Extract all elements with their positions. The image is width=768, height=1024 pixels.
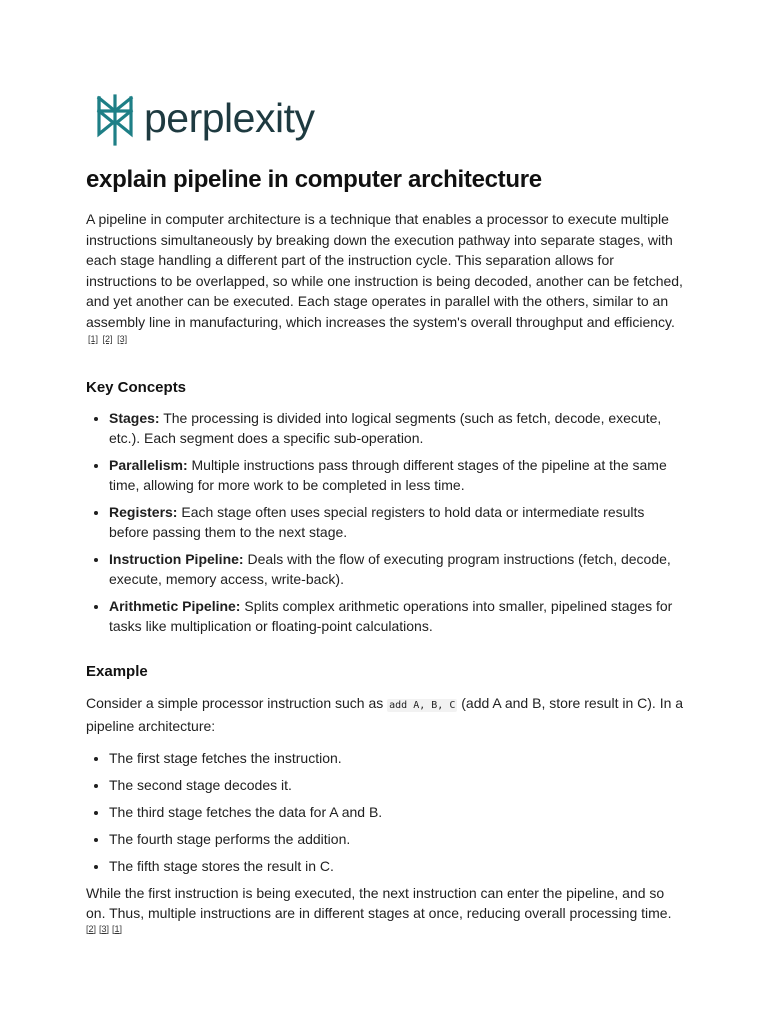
citation-link[interactable]: [2]	[86, 923, 97, 934]
concept-text: Splits complex arithmetic operations into smaller, pipelined stages for tasks like multiplication or floating-point calculations.	[109, 597, 673, 634]
concept-term: Stages:	[109, 409, 160, 426]
answer-page	[86, 92, 686, 934]
example-steps-list	[86, 748, 686, 877]
concept-term: Registers:	[109, 503, 178, 520]
list-item: • The first stage fetches the instruction.	[109, 748, 686, 769]
citation-link[interactable]: [2]	[102, 334, 113, 344]
concept-term: Parallelism:	[109, 456, 188, 473]
key-concepts-list	[86, 408, 686, 637]
page-title: explain pipeline in computer architecture	[86, 166, 542, 193]
list-item: • The fifth stage stores the result in C.	[109, 856, 686, 877]
citation-link[interactable]: [3]	[99, 923, 110, 934]
intro-text: A pipeline in computer architecture is a technique that enables a processor to execute multiple instructions simultaneously by breaking down the execution pathway into separate stages, with each stage handling a different part of the instruction cycle. This separation allows for instructions to be overlapped, so while one instruction is being decoded, another can be fetched, and yet another can be executed. Each stage operates in parallel with the others, similar to an assembly line in manufacturing, which increases the system's overall throughput and efficiency.	[86, 211, 683, 330]
example-intro	[86, 693, 686, 737]
example-intro-before: Consider a simple processor instruction such as	[86, 694, 388, 711]
citation-link[interactable]: [1]	[88, 334, 99, 344]
example-conclusion	[86, 883, 686, 934]
list-item: • The second stage decodes it.	[109, 775, 686, 796]
citation-link[interactable]: [1]	[112, 923, 123, 934]
intro-paragraph	[86, 209, 686, 353]
citation-link[interactable]: [3]	[117, 334, 128, 344]
concept-term: Arithmetic Pipeline:	[109, 597, 241, 614]
list-item	[109, 408, 686, 449]
concept-text: The processing is divided into logical segments (such as fetch, decode, execute, etc.). Each segment does a specific sub-operation.	[109, 409, 662, 446]
perplexity-logo-icon	[94, 94, 136, 146]
concept-text: Multiple instructions pass through different stages of the pipeline at the same time, allowing for more work to be completed in less time.	[109, 456, 667, 493]
perplexity-logo	[94, 92, 686, 148]
example-conclusion-text: While the first instruction is being executed, the next instruction can enter the pipeline, and so on. Thus, multiple instructions are in different stages at once, reducing overall processing time.	[86, 884, 672, 921]
list-item: • The fourth stage performs the addition.	[109, 829, 686, 850]
citation-group	[86, 924, 686, 934]
list-item	[109, 596, 686, 637]
concept-term: Instruction Pipeline:	[109, 550, 244, 567]
code-snippet: add A, B, C	[389, 699, 456, 711]
brand-name: perplexity	[144, 94, 315, 141]
section-heading-key-concepts: Key Concepts	[86, 378, 187, 396]
example-intro-after: (add A and B, store result in C). In a pipeline architecture:	[86, 694, 684, 734]
section-heading-example: Example	[86, 662, 148, 680]
concept-text: Deals with the flow of executing program instructions (fetch, decode, execute, memory access, write-back).	[109, 550, 671, 587]
list-item	[109, 455, 686, 496]
concept-text: Each stage often uses special registers to hold data or intermediate results before passing them to the next stage.	[109, 503, 645, 540]
list-item: • The third stage fetches the data for A and B.	[109, 802, 686, 823]
list-item	[109, 549, 686, 590]
list-item	[109, 502, 686, 543]
